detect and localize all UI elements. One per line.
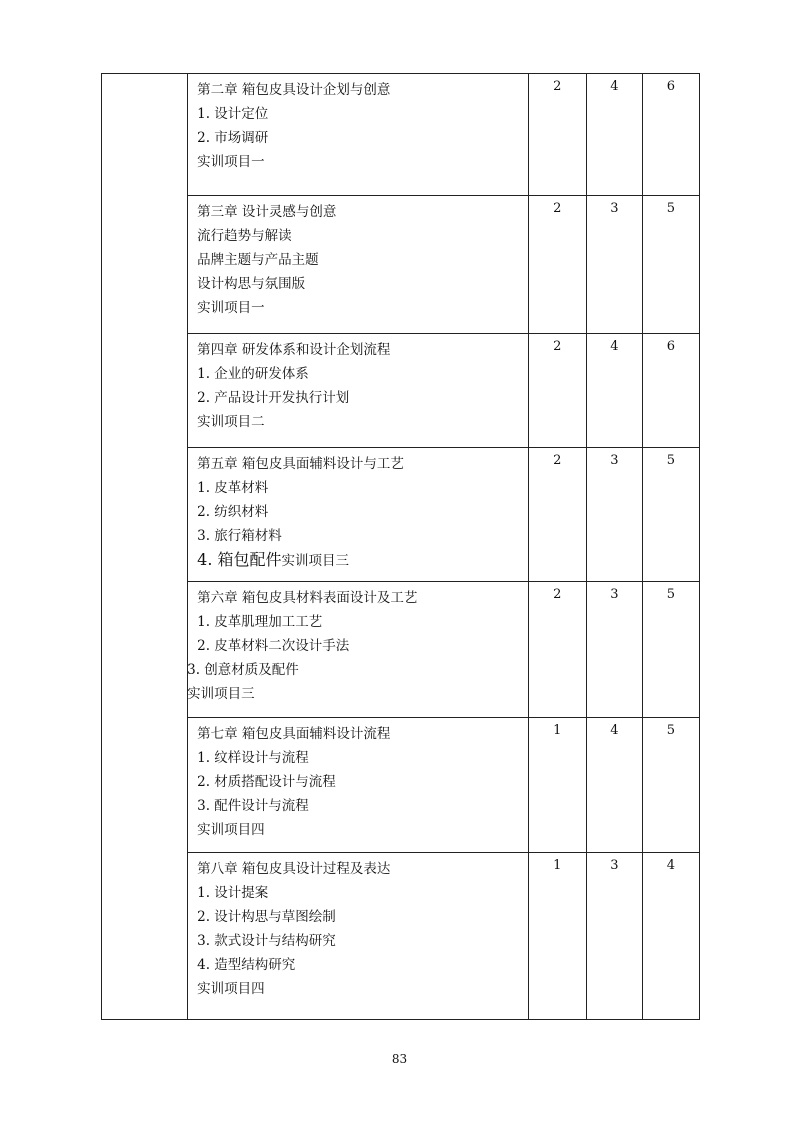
chapter-title: 第八章 箱包皮具设计过程及表达 bbox=[197, 861, 391, 877]
hours-col3-value: 5 bbox=[666, 723, 676, 738]
hours-col1-cell bbox=[528, 334, 586, 448]
chapter-item: 4. 造型结构研究 bbox=[197, 957, 296, 973]
chapter-item: 实训项目四 bbox=[197, 822, 265, 838]
chapter-item: 实训项目四 bbox=[197, 981, 265, 997]
chapter-item: 1. 皮革材料 bbox=[197, 480, 269, 496]
hours-col1-value: 1 bbox=[553, 723, 562, 738]
page-number: 83 bbox=[391, 1052, 408, 1066]
chapter-content-cell bbox=[188, 74, 529, 196]
table-row bbox=[102, 334, 700, 448]
hours-col2-cell bbox=[586, 196, 642, 334]
hours-col3-value: 6 bbox=[666, 339, 676, 354]
hours-col1-value: 2 bbox=[553, 79, 562, 94]
hours-col1-cell bbox=[528, 853, 586, 1020]
chapter-item: 3. 配件设计与流程 bbox=[197, 798, 309, 814]
chapter-item-large: 4. 箱包配件 bbox=[197, 550, 282, 569]
hours-col3-cell bbox=[642, 196, 699, 334]
chapter-item: 3. 创意材质及配件 bbox=[187, 662, 299, 678]
chapter-item: 2. 材质搭配设计与流程 bbox=[197, 774, 336, 790]
table-row bbox=[102, 448, 700, 582]
chapter-item: 1. 纹样设计与流程 bbox=[197, 750, 309, 766]
hours-col3-value: 6 bbox=[666, 79, 676, 94]
table-row bbox=[102, 74, 700, 196]
hours-col3-cell bbox=[642, 853, 699, 1020]
chapter-item bbox=[188, 548, 528, 573]
hours-col2-value: 4 bbox=[610, 723, 619, 738]
hours-col2-cell bbox=[586, 74, 642, 196]
chapter-item: 1. 设计提案 bbox=[197, 885, 269, 901]
chapter-content-cell bbox=[188, 718, 529, 853]
chapter-item: 1. 设计定位 bbox=[197, 106, 269, 122]
chapter-item: 设计构思与氛围版 bbox=[197, 276, 306, 292]
hours-col2-cell bbox=[586, 853, 642, 1020]
chapter-item: 流行趋势与解读 bbox=[197, 228, 292, 244]
hours-col2-value: 4 bbox=[610, 339, 619, 354]
hours-col1-cell bbox=[528, 448, 586, 582]
hours-col3-cell bbox=[642, 448, 699, 582]
chapter-item-trailing: 实训项目三 bbox=[281, 553, 349, 569]
table-row bbox=[102, 582, 700, 718]
chapter-item: 3. 旅行箱材料 bbox=[197, 528, 282, 544]
hours-col3-value: 4 bbox=[666, 858, 676, 873]
hours-col2-value: 4 bbox=[610, 79, 619, 94]
chapter-item: 2. 设计构思与草图绘制 bbox=[197, 909, 336, 925]
chapter-title: 第二章 箱包皮具设计企划与创意 bbox=[197, 82, 391, 98]
chapter-item: 实训项目二 bbox=[197, 414, 265, 430]
chapter-content-cell bbox=[188, 582, 529, 718]
hours-col2-cell bbox=[586, 582, 642, 718]
chapter-item: 1. 皮革肌理加工工艺 bbox=[197, 614, 323, 630]
hours-col2-cell bbox=[586, 334, 642, 448]
hours-col3-cell bbox=[642, 582, 699, 718]
hours-col2-value: 3 bbox=[610, 587, 619, 602]
table-row bbox=[102, 196, 700, 334]
chapter-content-cell bbox=[188, 853, 529, 1020]
chapter-item: 实训项目一 bbox=[197, 300, 265, 316]
hours-col2-cell bbox=[586, 448, 642, 582]
hours-col1-value: 2 bbox=[553, 453, 562, 468]
chapter-title: 第四章 研发体系和设计企划流程 bbox=[197, 342, 391, 358]
table-row bbox=[102, 718, 700, 853]
hours-col3-value: 5 bbox=[666, 201, 676, 216]
chapter-item: 2. 皮革材料二次设计手法 bbox=[197, 638, 350, 654]
course-table bbox=[101, 73, 700, 1020]
hours-col1-cell bbox=[528, 74, 586, 196]
hours-col1-value: 2 bbox=[553, 587, 562, 602]
hours-col1-value: 2 bbox=[553, 339, 562, 354]
chapter-item: 实训项目一 bbox=[197, 154, 265, 170]
hours-col2-value: 3 bbox=[610, 201, 619, 216]
chapter-title: 第三章 设计灵感与创意 bbox=[197, 204, 337, 220]
chapter-content-cell bbox=[188, 448, 529, 582]
hours-col2-value: 3 bbox=[610, 858, 619, 873]
hours-col3-cell bbox=[642, 718, 699, 853]
hours-col1-cell bbox=[528, 196, 586, 334]
chapter-item: 2. 市场调研 bbox=[197, 130, 269, 146]
hours-col2-cell bbox=[586, 718, 642, 853]
chapter-content-cell bbox=[188, 196, 529, 334]
hours-col1-cell bbox=[528, 582, 586, 718]
hours-col1-cell bbox=[528, 718, 586, 853]
hours-col3-cell bbox=[642, 334, 699, 448]
hours-col3-value: 5 bbox=[666, 453, 676, 468]
chapter-title: 第六章 箱包皮具材料表面设计及工艺 bbox=[197, 590, 418, 606]
chapter-item: 1. 企业的研发体系 bbox=[197, 366, 309, 382]
empty-left-cell bbox=[102, 74, 188, 1020]
chapter-content-cell bbox=[188, 334, 529, 448]
hours-col3-value: 5 bbox=[666, 587, 676, 602]
chapter-item: 3. 款式设计与结构研究 bbox=[197, 933, 336, 949]
hours-col1-value: 2 bbox=[553, 201, 562, 216]
chapter-item: 实训项目三 bbox=[187, 686, 255, 702]
chapter-item: 2. 产品设计开发执行计划 bbox=[197, 390, 350, 406]
hours-col1-value: 1 bbox=[553, 858, 562, 873]
hours-col3-cell bbox=[642, 74, 699, 196]
chapter-item: 品牌主题与产品主题 bbox=[197, 252, 319, 268]
hours-col2-value: 3 bbox=[610, 453, 619, 468]
chapter-title: 第五章 箱包皮具面辅料设计与工艺 bbox=[197, 456, 404, 472]
table-row bbox=[102, 853, 700, 1020]
chapter-item: 2. 纺织材料 bbox=[197, 504, 269, 520]
chapter-title: 第七章 箱包皮具面辅料设计流程 bbox=[197, 726, 391, 742]
